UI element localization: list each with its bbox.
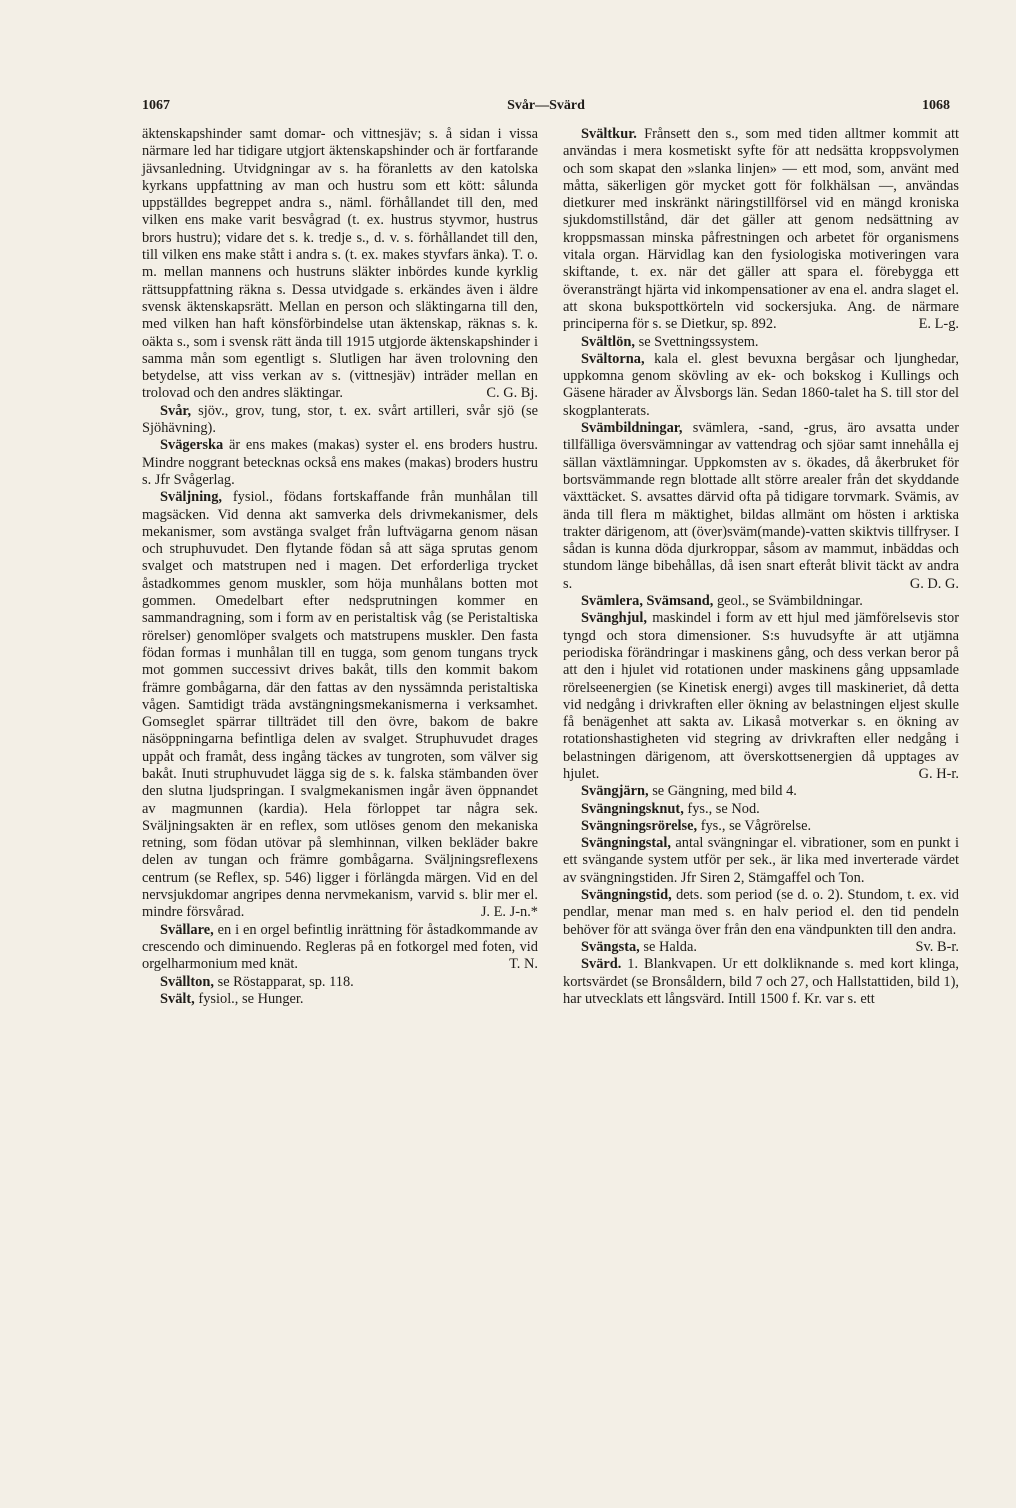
entry-paragraph [563, 801, 959, 818]
entry-headword: Svällton, [160, 973, 214, 990]
entry-text: Frånsett den s., som med tiden alltmer kommit att användas i mera kosmetiskt syfte för att nedsätta kroppsvolymen och som skapat den »slanka linjen» — ett mod, som, använt med måtta, säkerligen gör mycket gott för folkhälsan —, användas dietkurer med inskränkt näringstillförsel vid en mängd kroniska sjukdomstillstånd, där det gäller att genom nedsättning av kroppsmassan minska påfrestningen och arbetet för organismens vitala organ. Härvidlag kan den fysiologiska motiveringen vara skiftande, t. ex. när det gäller att spara el. förebygga ett överansträngt hjärta vid inkompensationer av ena el. andra slaget el. att skona bukspottkörteln vid sockersjuka. Ang. de närmare principerna för s. se Dietkur, sp. 892. [563, 126, 959, 333]
entry-text: maskindel i form av ett hjul med jämförelsevis stor tyngd och stora dimensioner. S:s huvudsyfte är att utjämna periodiska förändringar i maskinens gång, och dess verkan beror på att den i hjulet vid rotationen under maskinens gång uppsamlade rörelseenergien (se Kinetisk energi) avges till maskineriet, då detta vid nedgång i drivkraften eller ökning av belastningen eljest skulle få benägenhet att sakta av. Likaså motverkar s. en ökning av rotationshastigheten vid stegring av drivkraften eller nedgång i belastningen därigenom, att överskottsenergien då upptages av hjulet. [563, 610, 959, 782]
entry-paragraph [142, 922, 538, 974]
entry-text: svämlera, -sand, -grus, äro avsatta under tillfälliga översvämningar av vattendrag och sjöar samt innehålla ej sällan växtlämningar. Uppkomsten av s. ökades, då åkerbruket för bortsvämmande regn blottade allt större arealer från det skyddande växttäcket. S. avsattes därvid ofta på tidigare torvmark. Svämis, av ända till flera m mäktighet, bildas allmänt om hösten i arktiska trakter därigenom, att (över)sväm(mande)-vatten skiktvis tillfryser. I sådan is kunna döda djurkroppar, såsom av mammut, inbäddas och stundom länge bibehållas, då isen snart efteråt blivit täckt av andra s. [563, 420, 959, 592]
entry-text: 1. Blankvapen. Ur ett dolkliknande s. med kort klinga, kortsvärdet (se Bronsåldern, bild 7 och 27, och Hallstattiden, bild 1), har utvecklats ett långsvärd. Intill 1500 f. Kr. var s. ett [563, 956, 959, 1007]
entry-headword: Svängningsknut, [581, 800, 684, 817]
entry-text: se Svettningssystem. [638, 333, 759, 350]
entry-headword: Svärd. [581, 956, 622, 973]
entry-text: se Halda. [643, 938, 697, 955]
entry-paragraph [563, 420, 959, 593]
entry-text: geol., se Svämbildningar. [716, 593, 863, 610]
entry-text: sjöv., grov, tung, stor, t. ex. svårt artilleri, svår sjö (se Sjöhävning). [142, 402, 538, 437]
entry-headword: Svält, [160, 990, 195, 1007]
entry-text: se Gängning, med bild 4. [652, 783, 797, 800]
author-signature: E. L-g. [918, 316, 959, 333]
entry-headword: Svältlön, [581, 333, 635, 350]
page-header [142, 98, 950, 120]
author-signature: C. G. Bj. [486, 385, 538, 402]
author-signature: G. D. G. [909, 575, 959, 592]
entry-text: äktenskapshinder samt domar- och vittnesjäv; s. å sidan i vissa närmare led har tidigare utgjort äktenskapshinder och är fortfarande jävsanledning. Utvidgningar av s. ha föranletts av den katolska kyrkans uppfattning av man och hustru som ett kött: sålunda uppställdes begreppet andra s., näml. förhållandet till den, med vilken ens make varit besvågrad (t. ex. hustrus styvmor, hustrus brors hustru); vidare det s. k. tredje s., d. v. s. förhållandet till den, till vilken ens make stått i andra s. (t. ex. makes styvfars änka). T. o. m. mellan mannens och hustruns släkter inbördes kunde kyrklig rättsuppfattning räkna s. Dessa utvidgade s. erkändes även i äldre svensk äktenskapsrätt. Mellan en person och släktingarna till den, med vilken han haft könsförbindelse utan äktenskap, räknas s. k. oäkta s., som i svensk rätt ända till 1915 utgjorde äktenskapshinder i samma mån som egentligt s. Slutligen har även trolovning den betydelse, att viss verkan av s. (vittnesjäv) inträder mellan en trolovad och den andres släktingar. [142, 126, 538, 402]
author-signature: Sv. B-r. [915, 938, 959, 955]
entry-text: antal svängningar el. vibrationer, som en punkt i ett svängande system utför per sek., är lika med inverterade värdet av svängningstiden. Jfr Siren 2, Stämgaffel och Ton. [563, 835, 959, 886]
entry-paragraph [142, 991, 538, 1008]
entry-paragraph [142, 437, 538, 489]
entry-paragraph [563, 334, 959, 351]
entry-text: dets. som period (se d. o. 2). Stundom, t. ex. vid pendlar, menar man med s. en halv period el. den tid pendeln behöver för att svänga över från den ena vändpunkten till den andra. [563, 887, 959, 938]
entry-paragraph [563, 610, 959, 783]
entry-headword: Svänghjul, [581, 610, 647, 627]
entry-paragraph [563, 956, 959, 1008]
entry-headword: Sväljning, [160, 489, 222, 506]
entry-paragraph [563, 593, 959, 610]
left-column [142, 126, 538, 1008]
entry-headword: Svältorna, [581, 350, 645, 367]
entry-headword: Svämbildningar, [581, 420, 683, 437]
right-column [563, 126, 959, 1008]
entry-headword: Svägerska [160, 437, 224, 454]
entry-paragraph [563, 351, 959, 420]
entry-headword: Svår, [160, 402, 192, 419]
entry-headword: Svältkur. [581, 126, 637, 142]
entry-text: fysiol., se Hunger. [198, 990, 304, 1007]
entry-paragraph [563, 835, 959, 887]
entry-paragraph [563, 818, 959, 835]
entry-paragraph [142, 403, 538, 438]
entry-text: fysiol., födans fortskaffande från munhålan till magsäcken. Vid denna akt samverka dels drivmekanismer, dels mekanismer, som avstänga svalget från luftvägarna genom näsan och struphuvudet. Den flytande födan så att säga sprutas genom svalget och matstrupen ned i magen. Det erforderliga trycket åstadkommes genom muskler, som höja munhålans botten mot gommen. Omedelbart efter nedsprutningen kommer en sammandragning, som i form av en peristaltisk våg (se Peristaltiska rörelser) genomlöper svalgets och matstrupens muskler. Den fasta födan formas i munhålan till en tugga, som genom tungans tryck mot gommen successivt drives bakåt, tills den kommit bakom främre gombågarna, där den fattas av den nyssämnda peristaltiska vågen. Samtidigt träda avstängningsmekanismerna i verksamhet. Gomseglet spärrar tillträdet till den övre, bakom de bakre näsöppningarna befintliga delen av svalget. Struphuvudet drages uppåt och framåt, dess ingång täckes av tungroten, som välver sig bakåt. Inuti struphuvudet lägga sig de s. k. falska stämbanden över den slutna ljudspringan. I svalgmekanismen ingår även öppnandet av magmunnen (kardia). Hela förloppet tar några sek. Sväljningsakten är en reflex, som utlöses genom den mekaniska retning, som födan utövar på slemhinnan, vilken bekläder bakre delen av tungan och främre gombågarna. Sväljningsreflexens centrum (se Reflex, sp. 546) ligger i förlängda märgen. Vid en del nervsjukdomar angripes denna nervmekanism, varvid s. blir mer el. mindre försvårad. [142, 489, 538, 921]
running-title: Svår—Svärd [507, 98, 585, 113]
entry-headword: Svängningstid, [581, 887, 672, 904]
entry-paragraph [142, 126, 538, 403]
entry-text: se Röstapparat, sp. 118. [217, 973, 354, 990]
entry-paragraph [142, 974, 538, 991]
left-page-number: 1067 [142, 98, 170, 113]
entry-text: fys., se Nod. [687, 800, 760, 817]
entry-paragraph [142, 489, 538, 921]
right-page-number: 1068 [922, 98, 950, 113]
author-signature: T. N. [509, 956, 538, 973]
entry-headword: Svängjärn, [581, 783, 649, 800]
entry-text: är ens makes (makas) syster el. ens broders hustru. Mindre noggrant betecknas också ens makes (makas) broders hustru s. Jfr Svågerlag. [142, 437, 538, 488]
entry-headword: Svängningsrörelse, [581, 817, 698, 834]
author-signature: J. E. J-n.* [480, 904, 538, 921]
entry-paragraph [563, 783, 959, 800]
entry-text: fys., se Vågrörelse. [700, 817, 812, 834]
entry-text: en i en orgel befintlig inrättning för åstadkommande av crescendo och diminuendo. Regleras på en fotkorgel med foten, vid orgelharmonium med knät. [142, 921, 538, 973]
entry-text: kala el. glest bevuxna bergåsar och ljunghedar, uppkomna genom skövling av ek- och bokskog i Kullings och Gäsene härader av Älvsborgs län. Sedan 1860-talet ha S. till stor del skogplanterats. [563, 350, 959, 419]
entry-paragraph [563, 126, 959, 334]
entry-headword: Svällare, [160, 921, 214, 938]
entry-headword: Svängsta, [581, 938, 640, 955]
entry-headword: Svämlera, Svämsand, [581, 593, 714, 610]
entry-headword: Svängningstal, [581, 835, 671, 852]
author-signature: G. H-r. [918, 765, 959, 782]
